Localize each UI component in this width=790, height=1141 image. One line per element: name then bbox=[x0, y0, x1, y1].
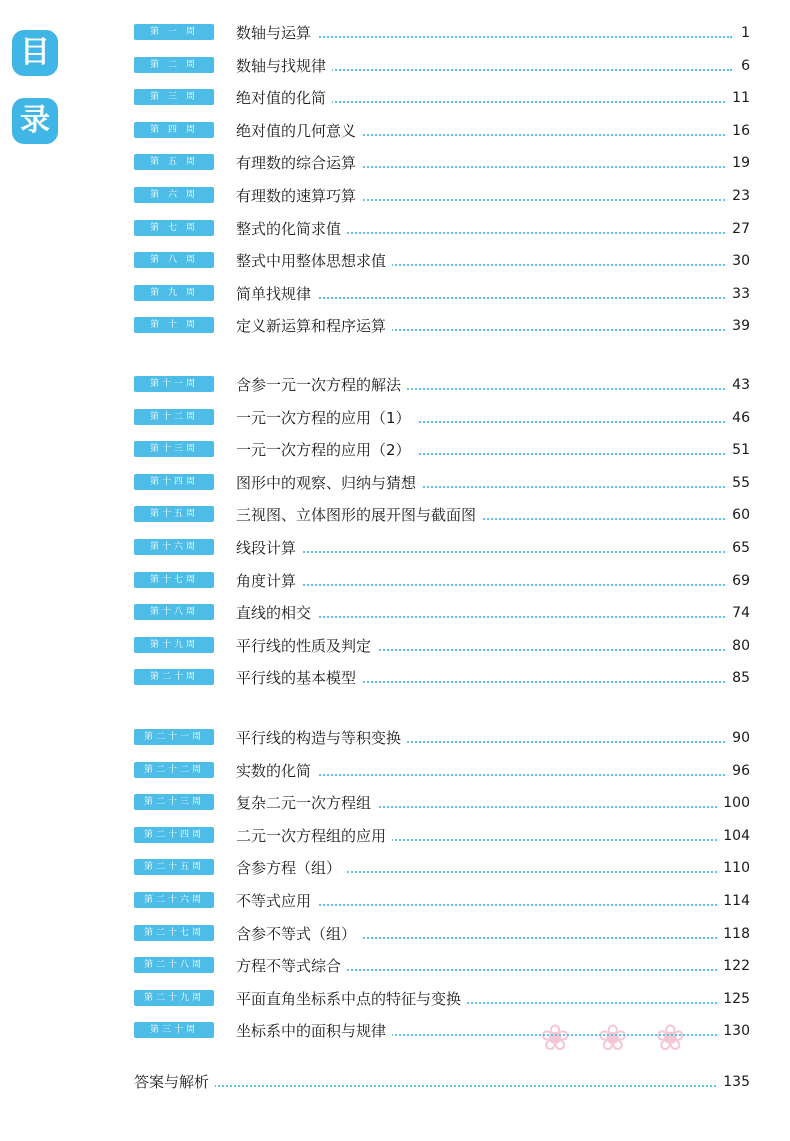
page-number: 100 bbox=[717, 792, 750, 814]
page-number: 130 bbox=[717, 1020, 750, 1042]
toc-entry[interactable] bbox=[0, 857, 790, 879]
page-number: 16 bbox=[726, 120, 750, 142]
chapter-title: 整式中用整体思想求值 bbox=[236, 250, 392, 272]
toc-entry[interactable] bbox=[0, 923, 790, 945]
week-label-badge: 第 三 周 bbox=[134, 89, 214, 105]
chapter-title: 简单找规律 bbox=[236, 283, 317, 305]
week-label-badge: 第十八周 bbox=[134, 604, 214, 620]
toc-entry[interactable] bbox=[0, 635, 790, 657]
toc-entry[interactable] bbox=[0, 792, 790, 814]
toc-entry[interactable] bbox=[0, 570, 790, 592]
page-number: 114 bbox=[717, 890, 750, 912]
page-number: 96 bbox=[726, 760, 750, 782]
dot-leader bbox=[236, 551, 732, 553]
week-label-badge: 第二十九周 bbox=[134, 990, 214, 1006]
week-label-badge: 第二十周 bbox=[134, 669, 214, 685]
dot-leader bbox=[236, 584, 732, 586]
toc-entry[interactable] bbox=[0, 602, 790, 624]
week-label-badge: 第 一 周 bbox=[134, 24, 214, 40]
week-label-badge: 第二十四周 bbox=[134, 827, 214, 843]
heading-char-lu: 录 bbox=[12, 98, 58, 144]
page-number: 90 bbox=[726, 727, 750, 749]
chapter-title: 整式的化简求值 bbox=[236, 218, 347, 240]
week-label-badge: 第 六 周 bbox=[134, 187, 214, 203]
toc-entry[interactable] bbox=[0, 760, 790, 782]
toc-entry[interactable] bbox=[0, 22, 790, 44]
chapter-title: 复杂二元一次方程组 bbox=[236, 792, 377, 814]
page-number: 104 bbox=[717, 825, 750, 847]
dot-leader bbox=[134, 1085, 732, 1087]
chapter-title: 绝对值的几何意义 bbox=[236, 120, 362, 142]
page-number: 30 bbox=[726, 250, 750, 272]
toc-entry[interactable] bbox=[0, 988, 790, 1010]
page-number: 85 bbox=[726, 667, 750, 689]
page-number: 118 bbox=[717, 923, 750, 945]
chapter-title: 平行线的构造与等积变换 bbox=[236, 727, 407, 749]
page-number: 39 bbox=[726, 315, 750, 337]
toc-entry-answers[interactable] bbox=[0, 1071, 790, 1093]
toc-entry[interactable] bbox=[0, 152, 790, 174]
week-label-badge: 第十五周 bbox=[134, 506, 214, 522]
week-label-badge: 第 八 周 bbox=[134, 252, 214, 268]
chapter-title: 图形中的观察、归纳与猜想 bbox=[236, 472, 422, 494]
week-label-badge: 第 九 周 bbox=[134, 285, 214, 301]
week-label-badge: 第 七 周 bbox=[134, 220, 214, 236]
week-label-badge: 第十六周 bbox=[134, 539, 214, 555]
toc-entry[interactable] bbox=[0, 667, 790, 689]
toc-entry[interactable] bbox=[0, 537, 790, 559]
toc-entry[interactable] bbox=[0, 825, 790, 847]
page-number: 11 bbox=[726, 87, 750, 109]
week-label-badge: 第 四 周 bbox=[134, 122, 214, 138]
page-number: 122 bbox=[717, 955, 750, 977]
toc-entry[interactable] bbox=[0, 250, 790, 272]
page-number: 46 bbox=[726, 407, 750, 429]
page-number: 74 bbox=[726, 602, 750, 624]
toc-entry[interactable] bbox=[0, 283, 790, 305]
week-label-badge: 第三十周 bbox=[134, 1022, 214, 1038]
chapter-title: 有理数的综合运算 bbox=[236, 152, 362, 174]
week-label-badge: 第十一周 bbox=[134, 376, 214, 392]
answers-page-number: 135 bbox=[717, 1071, 750, 1093]
chapter-title: 一元一次方程的应用（1） bbox=[236, 407, 417, 429]
page-number: 60 bbox=[726, 504, 750, 526]
toc-entry[interactable] bbox=[0, 890, 790, 912]
page-number: 1 bbox=[735, 22, 750, 44]
page-number: 55 bbox=[726, 472, 750, 494]
heading-char-mu: 目 bbox=[12, 30, 58, 76]
toc-entry[interactable] bbox=[0, 955, 790, 977]
page-number: 110 bbox=[717, 857, 750, 879]
chapter-title: 不等式应用 bbox=[236, 890, 317, 912]
page-number: 33 bbox=[726, 283, 750, 305]
page-number: 125 bbox=[717, 988, 750, 1010]
chapter-title: 角度计算 bbox=[236, 570, 302, 592]
page-number: 69 bbox=[726, 570, 750, 592]
toc-entry[interactable] bbox=[0, 315, 790, 337]
week-label-badge: 第十四周 bbox=[134, 474, 214, 490]
toc-entry[interactable] bbox=[0, 504, 790, 526]
chapter-title: 平面直角坐标系中点的特征与变换 bbox=[236, 988, 467, 1010]
chapter-title: 坐标系中的面积与规律 bbox=[236, 1020, 392, 1042]
chapter-title: 含参一元一次方程的解法 bbox=[236, 374, 407, 396]
week-label-badge: 第二十一周 bbox=[134, 729, 214, 745]
page-number: 51 bbox=[726, 439, 750, 461]
week-label-badge: 第二十二周 bbox=[134, 762, 214, 778]
chapter-title: 绝对值的化简 bbox=[236, 87, 332, 109]
toc-entry[interactable] bbox=[0, 120, 790, 142]
week-label-badge: 第二十七周 bbox=[134, 925, 214, 941]
chapter-title: 二元一次方程组的应用 bbox=[236, 825, 392, 847]
chapter-title: 含参方程（组） bbox=[236, 857, 347, 879]
page-number: 23 bbox=[726, 185, 750, 207]
week-label-badge: 第十三周 bbox=[134, 441, 214, 457]
week-label-badge: 第十九周 bbox=[134, 637, 214, 653]
chapter-title: 直线的相交 bbox=[236, 602, 317, 624]
chapter-title: 线段计算 bbox=[236, 537, 302, 559]
chapter-title: 实数的化简 bbox=[236, 760, 317, 782]
chapter-title: 数轴与运算 bbox=[236, 22, 317, 44]
page-number: 65 bbox=[726, 537, 750, 559]
chapter-title: 有理数的速算巧算 bbox=[236, 185, 362, 207]
chapter-title: 定义新运算和程序运算 bbox=[236, 315, 392, 337]
chapter-title: 三视图、立体图形的展开图与截面图 bbox=[236, 504, 482, 526]
week-label-badge: 第 二 周 bbox=[134, 57, 214, 73]
week-label-badge: 第 十 周 bbox=[134, 317, 214, 333]
toc-entry[interactable] bbox=[0, 218, 790, 240]
chapter-title: 一元一次方程的应用（2） bbox=[236, 439, 417, 461]
toc-entry[interactable] bbox=[0, 472, 790, 494]
page-number: 6 bbox=[735, 55, 750, 77]
week-label-badge: 第 五 周 bbox=[134, 154, 214, 170]
chapter-title: 含参不等式（组） bbox=[236, 923, 362, 945]
toc-entry[interactable] bbox=[0, 439, 790, 461]
toc-entry[interactable] bbox=[0, 407, 790, 429]
week-label-badge: 第二十三周 bbox=[134, 794, 214, 810]
page-number: 19 bbox=[726, 152, 750, 174]
page-number: 80 bbox=[726, 635, 750, 657]
page-number: 27 bbox=[726, 218, 750, 240]
week-label-badge: 第二十五周 bbox=[134, 859, 214, 875]
week-label-badge: 第二十八周 bbox=[134, 957, 214, 973]
toc-entry[interactable] bbox=[0, 87, 790, 109]
page-number: 43 bbox=[726, 374, 750, 396]
chapter-title: 数轴与找规律 bbox=[236, 55, 332, 77]
toc-entry[interactable] bbox=[0, 55, 790, 77]
chapter-title: 平行线的性质及判定 bbox=[236, 635, 377, 657]
toc-entry[interactable] bbox=[0, 374, 790, 396]
toc-entry[interactable] bbox=[0, 185, 790, 207]
week-label-badge: 第十七周 bbox=[134, 572, 214, 588]
chapter-title: 方程不等式综合 bbox=[236, 955, 347, 977]
chapter-title: 平行线的基本模型 bbox=[236, 667, 362, 689]
week-label-badge: 第十二周 bbox=[134, 409, 214, 425]
week-label-badge: 第二十六周 bbox=[134, 892, 214, 908]
answers-title: 答案与解析 bbox=[134, 1071, 215, 1093]
watermark-logo: ❀ ❀ ❀ bbox=[540, 1018, 694, 1059]
toc-entry[interactable] bbox=[0, 727, 790, 749]
